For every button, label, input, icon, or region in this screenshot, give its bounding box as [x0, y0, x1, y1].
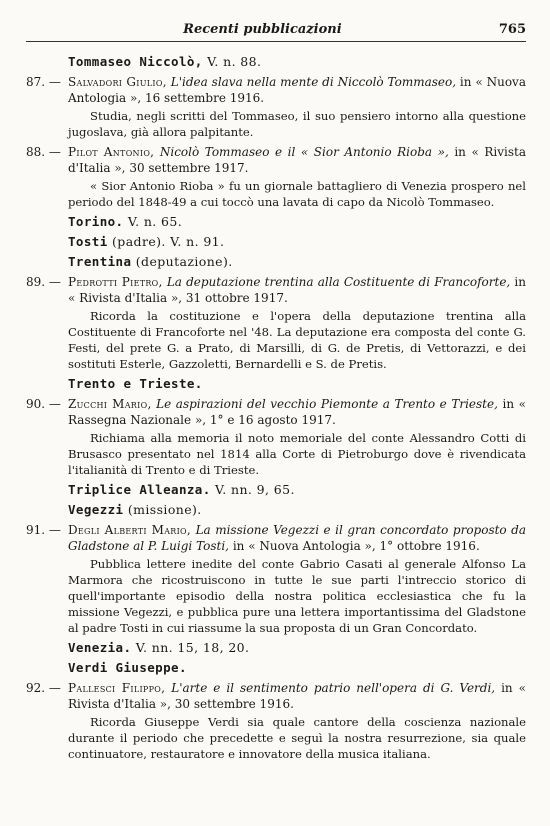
entry-number: 92. — — [26, 681, 61, 695]
entry-title: La missione Vegezzi e il gran concordato proposto da Gladstone al P. Luigi Tosti, — [68, 523, 526, 553]
entry-title: La deputazione trentina alla Costituente di Francoforte, — [166, 275, 511, 289]
subject-heading — [26, 376, 526, 392]
subject-cross-reference: (missione). — [123, 502, 202, 517]
entry-source: in « Rivista d'Italia », 30 settembre 1916. — [68, 681, 526, 711]
entry-annotation: Studia, negli scritti del Tommaseo, il suo pensiero intorno alla questione jugoslava, già allora palpitante. — [68, 109, 526, 139]
subject-cross-reference: V. n. 65. — [123, 214, 183, 229]
entry-number: 90. — — [26, 397, 61, 411]
subject-cross-reference: (deputazione). — [131, 254, 233, 269]
entry-annotation: Ricorda la costituzione e l'opera della deputazione trentina alla Costituente di Francoforte nel '48. La deputazione era composta del conte G. Festi, del prete G. a Prato, di Marsilli, di G. de Pretis, di Vettorazzi, e dei sostituti Esterle, Gazzoletti, Bernardelli e S. de Pretis. — [68, 309, 526, 371]
entry-author: Salvadori Giulio, — [68, 75, 167, 89]
page-number: 765 — [498, 22, 526, 37]
subject-name: Tosti — [68, 234, 108, 249]
page — [26, 22, 526, 766]
bibliography-list — [26, 54, 526, 762]
subject-name: Vegezzi — [68, 502, 124, 517]
subject-name: Venezia. — [68, 640, 132, 655]
subject-cross-reference: V. nn. 15, 18, 20. — [131, 640, 250, 655]
subject-name: Trento e Trieste. — [68, 376, 203, 391]
entry-annotation: Richiama alla memoria il noto memoriale del conte Alessandro Cotti di Brusasco presentato nel 1814 alla Corte di Pietroburgo dove è rivendicata l'italianità di Trento e di Trieste. — [68, 431, 526, 477]
subject-name: Triplice Alleanza. — [68, 482, 211, 497]
entry-author: Degli Alberti Mario, — [68, 523, 192, 537]
subject-heading — [26, 54, 526, 70]
subject-name: Torino. — [68, 214, 124, 229]
subject-heading — [26, 640, 526, 656]
entry-number: 87. — — [26, 75, 61, 89]
bibliography-entry — [26, 74, 526, 140]
subject-name: Verdi Giuseppe. — [68, 660, 187, 675]
subject-heading — [26, 214, 526, 230]
entry-author: Pedrotti Pietro, — [68, 275, 163, 289]
bibliography-entry — [26, 680, 526, 762]
entry-number: 91. — — [26, 523, 61, 537]
entry-author: Zucchi Mario, — [68, 397, 152, 411]
bibliography-entry — [26, 274, 526, 372]
subject-cross-reference: (padre). V. n. 91. — [107, 234, 225, 249]
entry-annotation: « Sior Antonio Rioba » fu un giornale battagliero di Venezia prospero nel periodo del 1848-49 a cui toccò una lavata di capo da Nicolò Tommaseo. — [68, 179, 526, 209]
entry-annotation: Pubblica lettere inedite del conte Gabrio Casati al generale Alfonso La Marmora che ricostruiscono in tutte le sue parti l'intreccio storico di quell'importante episodio della nostra politica ecclesiastica che fu la missione Vegezzi, e pubblica pure una lettera importantissima del Gladstone al padre Tosti in cui riassume la sua proposta di un Gran Concordato. — [68, 557, 526, 635]
entry-author: Pilot Antonio, — [68, 145, 155, 159]
subject-cross-reference: V. nn. 9, 65. — [210, 482, 295, 497]
entry-title: Nicolò Tommaseo e il « Sior Antonio Rioba », — [159, 145, 449, 159]
entry-number: 88. — — [26, 145, 61, 159]
running-title: Recenti pubblicazioni — [183, 22, 342, 37]
subject-heading — [26, 660, 526, 676]
bibliography-entry — [26, 522, 526, 636]
entry-title: L'idea slava nella mente di Niccolò Tommaseo, — [170, 75, 457, 89]
entry-author: Pallesci Filippo, — [68, 681, 166, 695]
bibliography-entry — [26, 144, 526, 210]
entry-source: in « Rivista d'Italia », 31 ottobre 1917. — [68, 275, 526, 305]
bibliography-entry — [26, 396, 526, 478]
entry-annotation: Ricorda Giuseppe Verdi sia quale cantore della coscienza nazionale durante il periodo che precedette e seguì la nostra resurrezione, sia quale continuatore, restauratore e innovatore della musica italiana. — [68, 715, 526, 761]
entry-source: in « Nuova Antologia », 1° ottobre 1916. — [232, 539, 480, 553]
subject-heading — [26, 482, 526, 498]
entry-number: 89. — — [26, 275, 61, 289]
subject-heading — [26, 502, 526, 518]
entry-title: Le aspirazioni del vecchio Piemonte a Trento e Trieste, — [156, 397, 498, 411]
entry-source: in « Rivista d'Italia », 30 settembre 1917. — [68, 145, 526, 175]
page-header — [26, 22, 526, 42]
subject-cross-reference: V. n. 88. — [202, 54, 262, 69]
entry-title: L'arte e il sentimento patrio nell'opera di G. Verdi, — [171, 681, 496, 695]
subject-heading — [26, 234, 526, 250]
subject-name: Trentina — [68, 254, 132, 269]
subject-heading — [26, 254, 526, 270]
entry-source: in « Nuova Antologia », 16 settembre 1916. — [68, 75, 526, 105]
entry-source: in « Rassegna Nazionale », 1° e 16 agosto 1917. — [68, 397, 526, 427]
subject-name: Tommaseo Niccolò, — [68, 54, 203, 69]
